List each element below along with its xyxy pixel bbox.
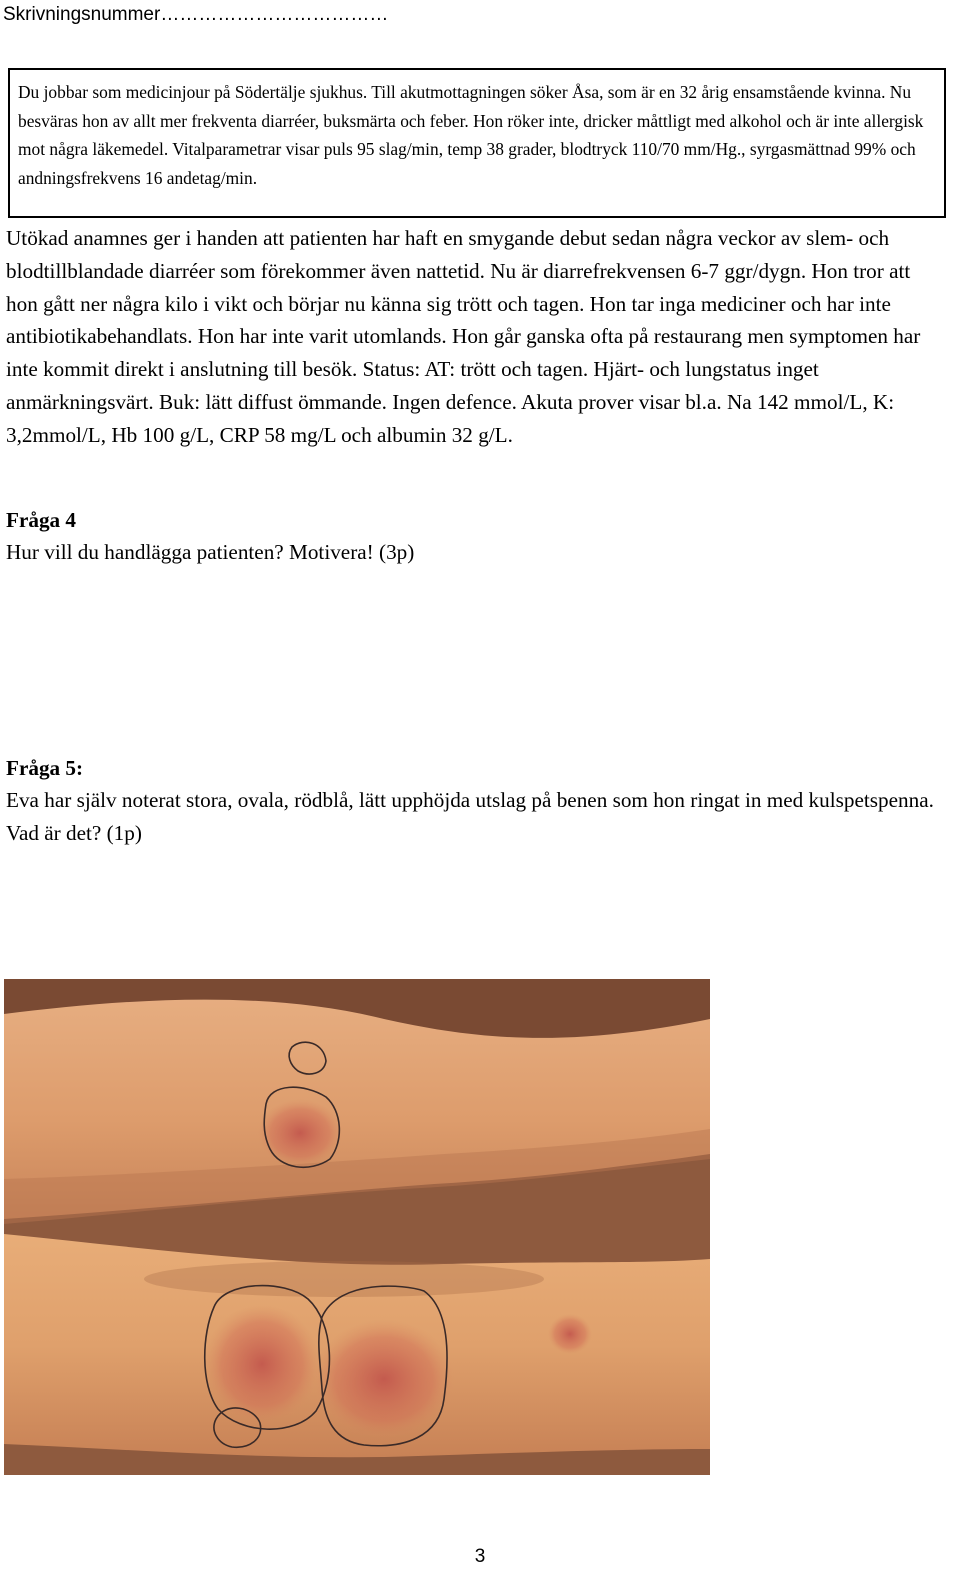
question-5-heading: Fråga 5: <box>6 756 84 780</box>
lesion <box>204 1304 320 1424</box>
legs-rash-photo <box>4 979 710 1475</box>
lesion <box>314 1319 454 1439</box>
page-number: 3 <box>474 1546 486 1567</box>
page-header: Skrivningsnummer……………………………… <box>3 4 389 25</box>
question-5-text: Eva har själv noterat stora, ovala, rödblå, lätt upphöjda utslag på benen som hon ringat in med kulspetspenna. Vad är det? (1p) <box>6 788 934 845</box>
case-description-text: Du jobbar som medicinjour på Södertälje sjukhus. Till akutmottagningen söker Åsa, som är en 32 årig ensamstående kvinna. Nu besväras hon av allt mer frekventa diarréer, buksmärta och feber. Hon röker inte, dricker måttligt med alkohol och är inte allergisk mot några läkemedel. Vitalparametrar visar puls 95 slag/min, temp 38 grader, blodtryck 110/70 mm/Hg., syrgasmättnad 99% och andningsfrekvens 16 andetag/min. <box>18 82 924 188</box>
lesion <box>548 1314 592 1354</box>
extended-anamnesis-text: Utökad anamnes ger i handen att patienten har haft en smygande debut sedan några veckor av slem- och blodtillblandade diarréer som förekommer även nattetid. Nu är diarrefrekvensen 6-7 ggr/dygn. Hon tror att hon gått ner några kilo i vikt och börjar nu känna sig trött och tagen. Hon tar inga mediciner och har inte antibiotikabehandlats. Hon har inte varit utomlands. Hon går ganska ofta på restaurang men symptomen har inte kommit direkt i anslutning till besök. Status: AT: trött och tagen. Hjärt- och lungstatus inget anmärkningsvärt. Buk: lätt diffust ömmande. Ingen defence. Akuta prover visar bl.a. Na 142 mmol/L, K: 3,2mmol/L, Hb 100 g/L, CRP 58 mg/L och albumin 32 g/L. <box>6 226 921 447</box>
lesion <box>258 1099 342 1167</box>
question-4-heading: Fråga 4 <box>6 508 77 532</box>
question-4-text: Hur vill du handlägga patienten? Motivera! (3p) <box>6 540 415 564</box>
